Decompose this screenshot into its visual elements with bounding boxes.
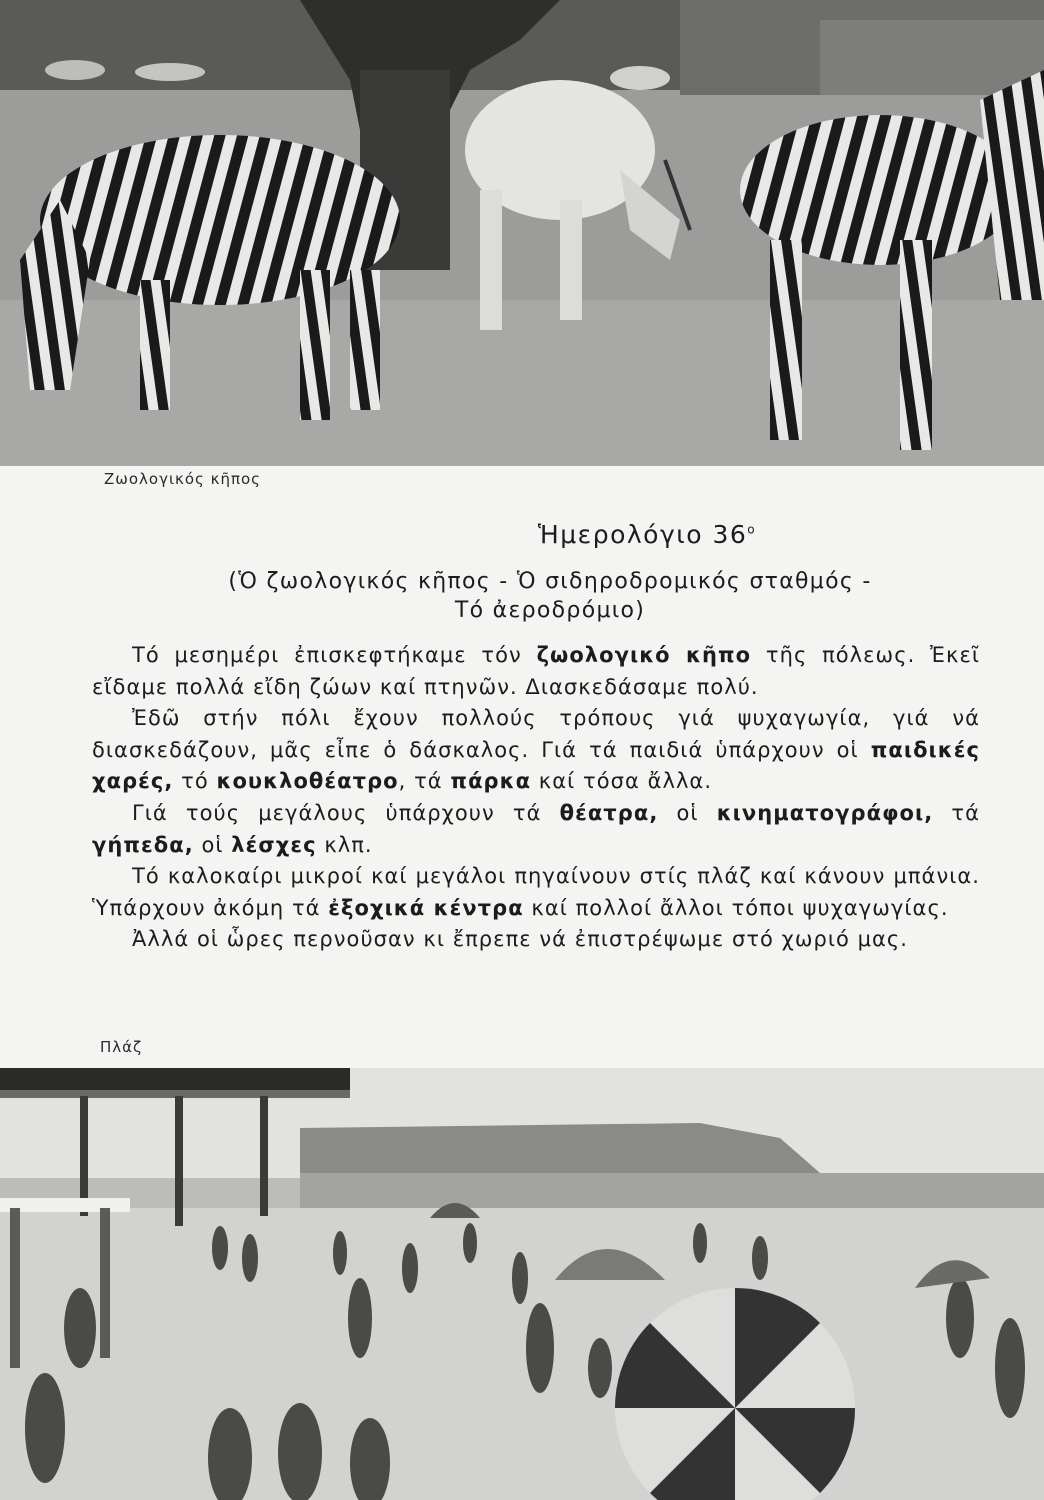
keyword-theatres: θέατρα,: [559, 800, 659, 825]
paragraph-3: [92, 798, 980, 861]
lesson-body: [92, 640, 980, 956]
keyword-resorts: ἐξοχικά κέντρα: [328, 895, 524, 920]
text-span: τῆς πόλεως. Ἐκεῖ εἴδαμε πολλά εἴδη ζώων καί πτηνῶν. Διασκεδάσαμε πολύ.: [92, 643, 981, 699]
keyword-clubs: λέσχες: [231, 832, 317, 857]
text-span: οἱ: [658, 800, 717, 825]
paragraph-2: [92, 703, 980, 798]
text-span: Τό καλοκαίρι μικροί καί μεγάλοι πηγαίνουν στίς πλάζ καί κάνουν μπάνια. Ὑπάρχουν ἀκόμη τά: [92, 864, 980, 920]
lesson-title-text: Ἡμερολόγιο 36: [537, 520, 748, 549]
text-span: Γιά τούς μεγάλους ὑπάρχουν τά: [132, 800, 560, 825]
lesson-title: [0, 520, 1044, 549]
subtitle-line-2: Τό ἀεροδρόμιο): [454, 598, 646, 623]
keyword-stadiums: γήπεδα,: [92, 832, 194, 857]
lesson-title-superscript: ο: [747, 522, 757, 537]
beach-photo-caption: Πλάζ: [100, 1038, 143, 1056]
text-span: οἱ: [193, 832, 232, 857]
keyword-puppet-theatre: κουκλοθέατρο: [216, 769, 399, 794]
text-span: κλπ.: [316, 832, 373, 857]
text-span: , τά: [398, 769, 451, 794]
text-span: καί τόσα ἄλλα.: [531, 769, 713, 794]
zoo-photo-caption: Ζωολογικός κῆπος: [104, 470, 261, 488]
text-span: καί πολλοί ἄλλοι τόποι ψυχαγωγίας.: [523, 895, 949, 920]
paragraph-5: [92, 924, 980, 956]
subtitle-line-1: (Ὁ ζωολογικός κῆπος - Ὁ σιδηροδρομικός σταθμός -: [228, 569, 872, 594]
paragraph-4: [92, 861, 980, 924]
text-span: Ἀλλά οἱ ὧρες περνοῦσαν κι ἔπρεπε νά ἐπιστρέψωμε στό χωριό μας.: [132, 927, 909, 952]
text-span: τό: [173, 769, 217, 794]
paragraph-1: [92, 640, 980, 703]
keyword-playgrounds: παιδικές χαρές,: [92, 737, 980, 794]
text-span: Τό μεσημέρι ἐπισκεφτήκαμε τόν: [132, 643, 537, 667]
lesson-subtitle: [150, 567, 950, 625]
text-span: Ἐδῶ στήν πόλι ἔχουν πολλούς τρόπους γιά ψυχαγωγία, γιά νά διασκεδάζουν, μᾶς εἶπε ὁ δάσκαλος. Γιά τά παιδιά ὑπάρχουν οἱ: [92, 706, 980, 762]
text-span: τά: [933, 800, 981, 825]
keyword-zoo: ζωολογικό κῆπο: [536, 643, 752, 667]
zoo-photo: [0, 0, 1044, 466]
keyword-parks: πάρκα: [450, 769, 532, 794]
keyword-cinemas: κινηματογράφοι,: [716, 800, 934, 825]
beach-photo: [0, 1068, 1044, 1500]
